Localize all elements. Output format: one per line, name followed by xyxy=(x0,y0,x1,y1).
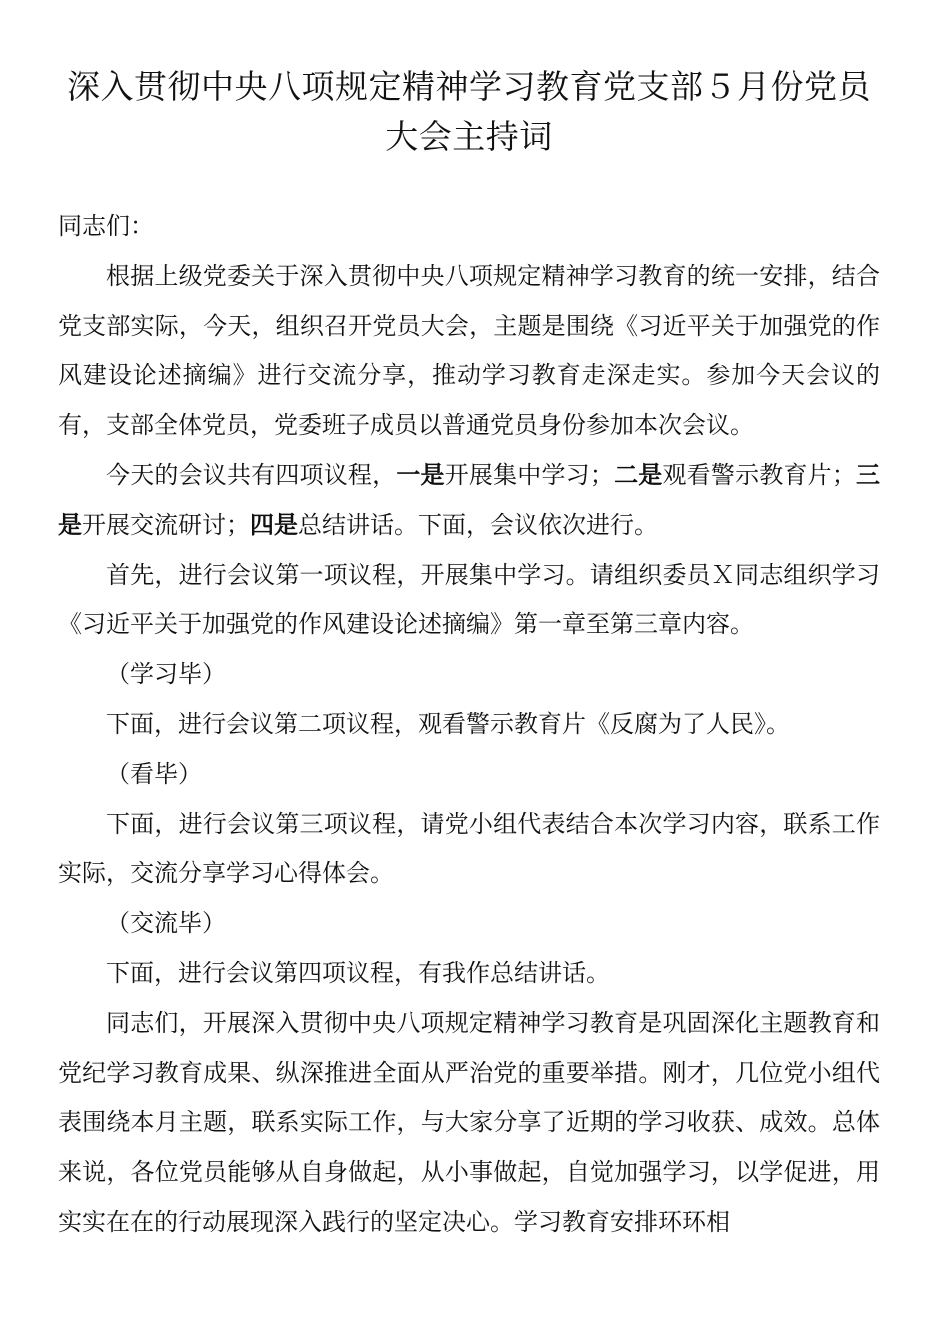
paragraph-agenda-3: 下面，进行会议第三项议程，请党小组代表结合本次学习内容，联系工作实际，交流分享学习心得体会。 xyxy=(58,809,880,888)
document-title: 深入贯彻中央八项规定精神学习教育党支部５月份党员大会主持词 xyxy=(67,67,871,156)
paragraph-summary: 同志们，开展深入贯彻中央八项规定精神学习教育是巩固深化主题教育和党纪学习教育成果、纵深推进全面从严治党的重要举措。刚才，几位党小组代表围绕本月主题，联系实际工作，与大家分享了近期的学习收获、成效。总体来说，各位党员能够从自身做起，从小事做起，自觉加强学习，以学促进，用实实在在的行动展现深入践行的坚定决心。学习教育安排环环相 xyxy=(58,1008,880,1236)
paragraph-intro: 根据上级党委关于深入贯彻中央八项规定精神学习教育的统一安排，结合党支部实际，今天，组织召开党员大会，主题是围绕《习近平关于加强党的作风建设论述摘编》进行交流分享，推动学习教育走深走实。参加今天会议的有，支部全体党员，党委班子成员以普通党员身份参加本次会议。 xyxy=(58,261,880,440)
agenda-item4-text: 总结讲话。下面，会议依次进行。 xyxy=(298,510,658,539)
agenda-item3-label: 三是 xyxy=(58,460,881,539)
agenda-item4-label: 四是 xyxy=(250,510,298,539)
greeting: 同志们： xyxy=(58,212,154,240)
agenda-item1-text: 开展集中学习； xyxy=(444,460,614,489)
agenda-item2-text: 观看警示教育片； xyxy=(662,460,856,489)
note-study-done: （学习毕） xyxy=(106,660,226,689)
paragraph-agenda xyxy=(58,451,880,551)
paragraph-agenda-2: 下面，进行会议第二项议程，观看警示教育片《反腐为了人民》。 xyxy=(106,709,790,738)
agenda-lead: 今天的会议共有四项议程， xyxy=(106,460,397,489)
agenda-item3-text: 开展交流研讨； xyxy=(82,510,250,539)
agenda-item2-label: 二是 xyxy=(613,460,663,489)
note-watch-done: （看毕） xyxy=(106,759,202,788)
agenda-item1-label: 一是 xyxy=(396,460,445,489)
paragraph-agenda-4: 下面，进行会议第四项议程，有我作总结讲话。 xyxy=(106,958,610,987)
note-exchange-done: （交流毕） xyxy=(106,909,226,938)
paragraph-agenda-1: 首先，进行会议第一项议程，开展集中学习。请组织委员Ｘ同志组织学习《习近平关于加强党的作风建设论述摘编》第一章至第三章内容。 xyxy=(58,560,880,639)
